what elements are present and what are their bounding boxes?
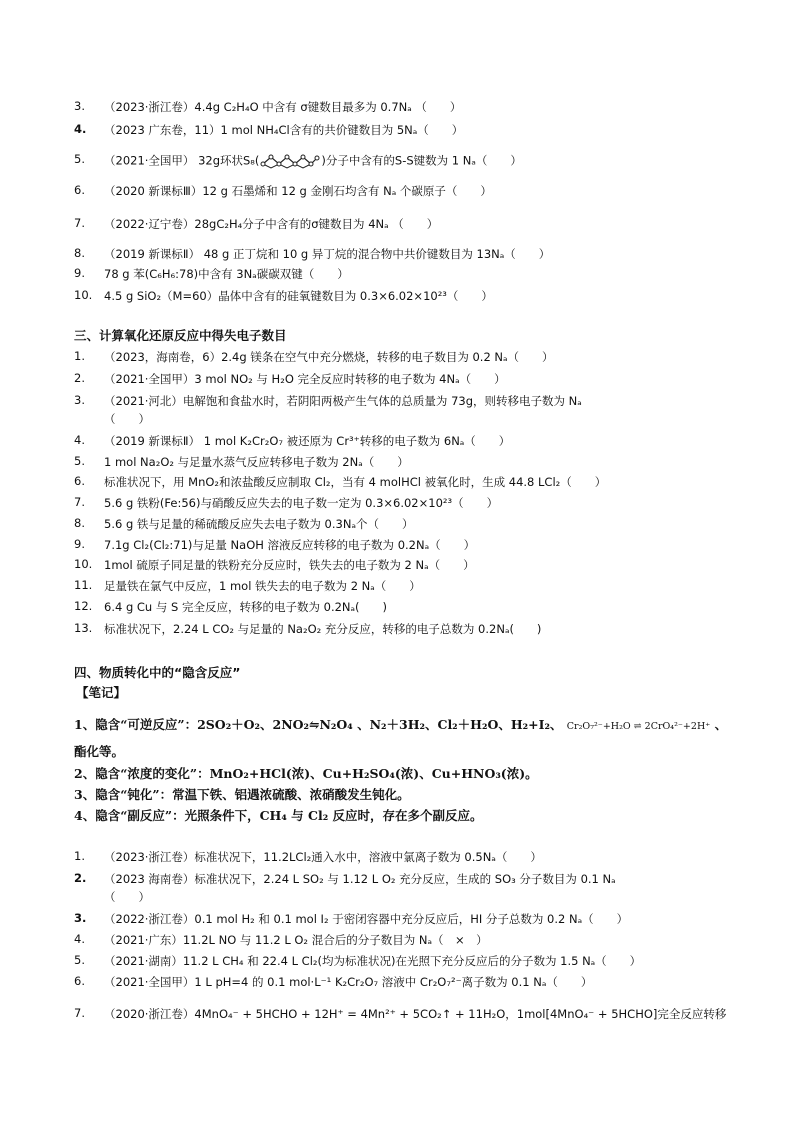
item-text: （2022·浙江卷）0.1 mol H₂ 和 0.1 mol I₂ 于密闭容器中充分反应后，HI 分子总数为 0.2 Nₐ（ ） [104,912,629,926]
item-text: （2023·浙江卷）标准状况下，11.2LCl₂通入水中，溶液中氯离子数为 0.5Nₐ（ ） [104,850,542,864]
item-text: （2023 海南卷）标准状况下，2.24 L SO₂ 与 1.12 L O₂ 充分反应，生成的 SO₃ 分子数目为 0.1 Nₐ [104,872,616,886]
item-text: （2021·河北）电解饱和食盐水时，若阴阳两极产生气体的总质量为 73g，则转移电子数为 Nₐ [104,394,582,408]
item-number: 8. [74,246,85,260]
item-number: 6. [74,974,85,988]
item-number: 9. [74,266,85,280]
item-number: 3. [74,99,85,113]
item-number: 6. [74,183,85,197]
item-number: 5. [74,152,85,166]
item-number: 4. [74,932,85,946]
note-line: 3、隐含“钝化”：常温下铁、铝遇浓硫酸、浓硝酸发生钝化。 [74,787,410,802]
dichromate-equilibrium: Cr₂O₇²⁻+H₂O ⇌ 2CrO₄²⁻+2H⁺ [566,721,711,732]
section-heading: 三、计算氧化还原反应中得失电子数目 [74,328,287,343]
item-text: （2020 新课标Ⅲ）12 g 石墨烯和 12 g 金刚石均含有 Nₐ 个碳原子（ ） [104,184,492,198]
item-text: 4.5 g SiO₂（M=60）晶体中含有的硅氧键数目为 0.3×6.02×10²³（ ） [104,289,493,303]
item-number: 10. [74,557,93,571]
note-line: 4、隐含“副反应”：光照条件下，CH₄ 与 Cl₂ 反应时，存在多个副反应。 [74,808,483,823]
note-text: 1、隐含“可逆反应”：2SO₂＋O₂、2NO₂⇋N₂O₄ 、N₂＋3H₂、Cl₂＋H₂O、H₂+I₂、 [74,717,563,732]
item-text: 78 g 苯(C₆H₆:78)中含有 3Nₐ碳碳双键（ ） [104,267,349,281]
item-text: （2021·广东）11.2L NO 与 11.2 L O₂ 混合后的分子数目为 Nₐ（ × ） [104,933,488,947]
note-line: 2、隐含“浓度的变化”：MnO₂+HCl(浓)、Cu+H₂SO₄(浓)、Cu+HNO₃(浓)。 [74,766,538,781]
item-text: （2020·浙江卷）4MnO₄⁻ + 5HCHO + 12H⁺ = 4Mn²⁺ + 5CO₂↑ + 11H₂O，1mol[4MnO₄⁻ + 5HCHO]完全反应转移 [104,1007,727,1021]
item-text: （2022·辽宁卷）28gC₂H₄分子中含有的σ键数目为 4Nₐ （ ） [104,217,439,231]
note-tail: 、 [714,717,728,732]
section-heading: 四、物质转化中的“隐含反应” [74,665,241,680]
item-number: 4. [74,433,85,447]
item-number: 9. [74,537,85,551]
item-text: 足量铁在氯气中反应，1 mol 铁失去的电子数为 2 Nₐ（ ） [104,579,421,593]
item-number: 5. [74,953,85,967]
note-line: 酯化等。 [74,744,125,759]
item-number: 11. [74,578,93,592]
item-text: 5.6 g 铁粉(Fe:56)与硝酸反应失去的电子数一定为 0.3×6.02×10²³（ ） [104,496,499,510]
item-text: （2021·全国甲）3 mol NO₂ 与 H₂O 完全反应时转移的电子数为 4Nₐ（ ） [104,372,506,386]
item-text: 5.6 g 铁与足量的稀硫酸反应失去电子数为 0.3Nₐ个（ ） [104,517,414,531]
item-number: 1. [74,849,85,863]
item-number: 3. [74,393,85,407]
item-text: 标准状况下，用 MnO₂和浓盐酸反应制取 Cl₂，当有 4 molHCl 被氧化时，生成 44.8 LCl₂（ ） [104,475,607,489]
note-line [74,715,727,733]
item-text-cont: （ ） [104,412,150,426]
s8-ring-structure-icon [260,152,320,170]
item-text: （2019 新课标Ⅱ） 48 g 正丁烷和 10 g 异丁烷的混合物中共价键数目为 13Nₐ（ ） [104,247,551,261]
item-number: 2. [74,871,87,885]
item-text: （2019 新课标Ⅱ） 1 mol K₂Cr₂O₇ 被还原为 Cr³⁺转移的电子数为 6Nₐ（ ） [104,434,511,448]
item-number: 7. [74,495,85,509]
item-text: （2021·全国甲）1 L pH=4 的 0.1 mol·L⁻¹ K₂Cr₂O₇ 溶液中 Cr₂O₇²⁻离子数为 0.1 Nₐ（ ） [104,975,593,989]
item-number: 8. [74,516,85,530]
item-number: 6. [74,474,85,488]
item-text: （2023，海南卷，6）2.4g 镁条在空气中充分燃烧，转移的电子数目为 0.2 Nₐ（ ） [104,350,554,364]
item-number: 2. [74,371,85,385]
item-number: 13. [74,621,93,635]
item-number: 12. [74,599,93,613]
item-text: 1 mol Na₂O₂ 与足量水蒸气反应转移电子数为 2Nₐ（ ） [104,455,409,469]
item-text: （2021·全国甲） 32g环状S₈( [104,153,260,168]
item-number: 3. [74,911,87,925]
item-number: 7. [74,1006,85,1020]
item-text: 7.1g Cl₂(Cl₂:71)与足量 NaOH 溶液反应转移的电子数为 0.2Nₐ（ ） [104,538,476,552]
note-title: 【笔记】 [76,685,127,700]
item-text: （2023 广东卷，11）1 mol NH₄Cl含有的共价键数目为 5Nₐ（ ） [104,123,464,137]
item-number: 10. [74,288,93,302]
item-number: 7. [74,216,85,230]
item-text: （2023·浙江卷）4.4g C₂H₄O 中含有 σ键数目最多为 0.7Nₐ （ ） [104,100,462,114]
item-number: 4. [74,122,87,136]
item-number: 5. [74,454,85,468]
item-text: （2021·湖南）11.2 L CH₄ 和 22.4 L Cl₂(均为标准状况)在光照下充分反应后的分子数为 1.5 Nₐ（ ） [104,954,642,968]
item-number: 1. [74,349,85,363]
item-text: 1mol 硫原子同足量的铁粉充分反应时，铁失去的电子数为 2 Nₐ（ ） [104,558,475,572]
item-text-cont: （ ） [104,890,150,904]
item-text: 标准状况下，2.24 L CO₂ 与足量的 Na₂O₂ 充分反应，转移的电子总数为 0.2Nₐ( ) [104,622,542,636]
item-text-tail: )分子中含有的S-S键数为 1 Nₐ（ ） [321,153,522,168]
item-text: 6.4 g Cu 与 S 完全反应，转移的电子数为 0.2Nₐ( ) [104,600,388,614]
